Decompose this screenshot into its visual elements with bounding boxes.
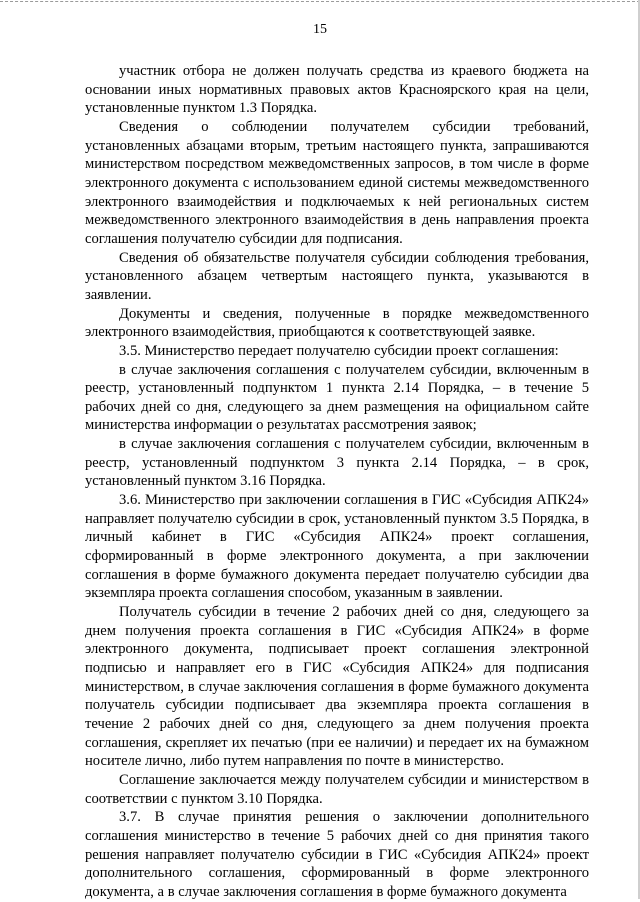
paragraph-8: 3.6. Министерство при заключении соглашения в ГИС «Субсидия АПК24» направляет получателю субсидии в срок, установленный пунктом 3.5 Порядка, в личный кабинет в ГИС «Субсидия АПК24» проект соглашения, сформированный в форме электронного документа, а при заключении соглашения в форме бумажного документа передает получателю субсидии два экземпляра проекта соглашения способом, указанным в заявлении.: [85, 492, 589, 602]
paragraph-6: в случае заключения соглашения с получателем субсидии, включенным в реестр, установленный подпунктом 1 пункта 2.14 Порядка, – в течение 5 рабочих дней со дня, следующего за днем размещения на официальном сайте министерства информации о результатах рассмотрения заявок;: [85, 361, 589, 434]
paragraph-1: участник отбора не должен получать средства из краевого бюджета на основании иных нормативных правовых актов Красноярского края на цели, установленные пунктом 1.3 Порядка.: [85, 63, 589, 117]
paragraph-11: 3.7. В случае принятия решения о заключении дополнительного соглашения министерство в течение 5 рабочих дней со дня принятия такого решения направляет получателю субсидии в ГИС «Субсидия АПК24» проект дополнительного соглашения, сформированный в форме электронного документа, а в случае заключения соглашения в форме бумажного документа: [85, 809, 589, 900]
paragraph-9: Получатель субсидии в течение 2 рабочих дней со дня, следующего за днем получения проекта соглашения в ГИС «Субсидия АПК24» в форме электронного документа, подписывает проект соглашения электронной подписью и направляет его в ГИС «Субсидия АПК24» для подписания министерством, в случае заключения соглашения в форме бумажного документа получатель субсидии подписывает два экземпляра проекта соглашения в течение 2 рабочих дней со дня, следующего за днем получения проекта соглашения, скрепляет их печатью (при ее наличии) и передает их на бумажном носителе лично, либо путем направления по почте в министерство.: [85, 604, 589, 770]
paragraph-2: Сведения о соблюдении получателем субсидии требований, установленных абзацами вторым, третьим настоящего пункта, запрашиваются министерством посредством межведомственных запросов, в том числе в форме электронного документа с использованием единой системы межведомственного электронного взаимодействия и подключаемых к ней региональных систем межведомственного электронного взаимодействия в день направления проекта соглашения получателю субсидии для подписания.: [85, 118, 589, 247]
page-number: 15: [313, 22, 327, 37]
paragraph-10: Соглашение заключается между получателем субсидии и министерством в соответствии с пунктом 3.10 Порядка.: [85, 771, 589, 807]
scan-edge-top: [0, 1, 640, 2]
body-text: [85, 62, 589, 902]
paragraph-7: в случае заключения соглашения с получателем субсидии, включенным в реестр, установленный подпунктом 3 пункта 2.14 Порядка, – в срок, установленный пунктом 3.16 Порядка.: [85, 436, 589, 490]
paragraph-3: Сведения об обязательстве получателя субсидии соблюдения требования, установленного абзацем четвертым настоящего пункта, указываются в заявлении.: [85, 249, 589, 303]
paragraph-4: Документы и сведения, полученные в порядке межведомственного электронного взаимодействия, приобщаются к соответствующей заявке.: [85, 305, 589, 341]
paragraph-5: 3.5. Министерство передает получателю субсидии проект соглашения:: [119, 342, 559, 359]
